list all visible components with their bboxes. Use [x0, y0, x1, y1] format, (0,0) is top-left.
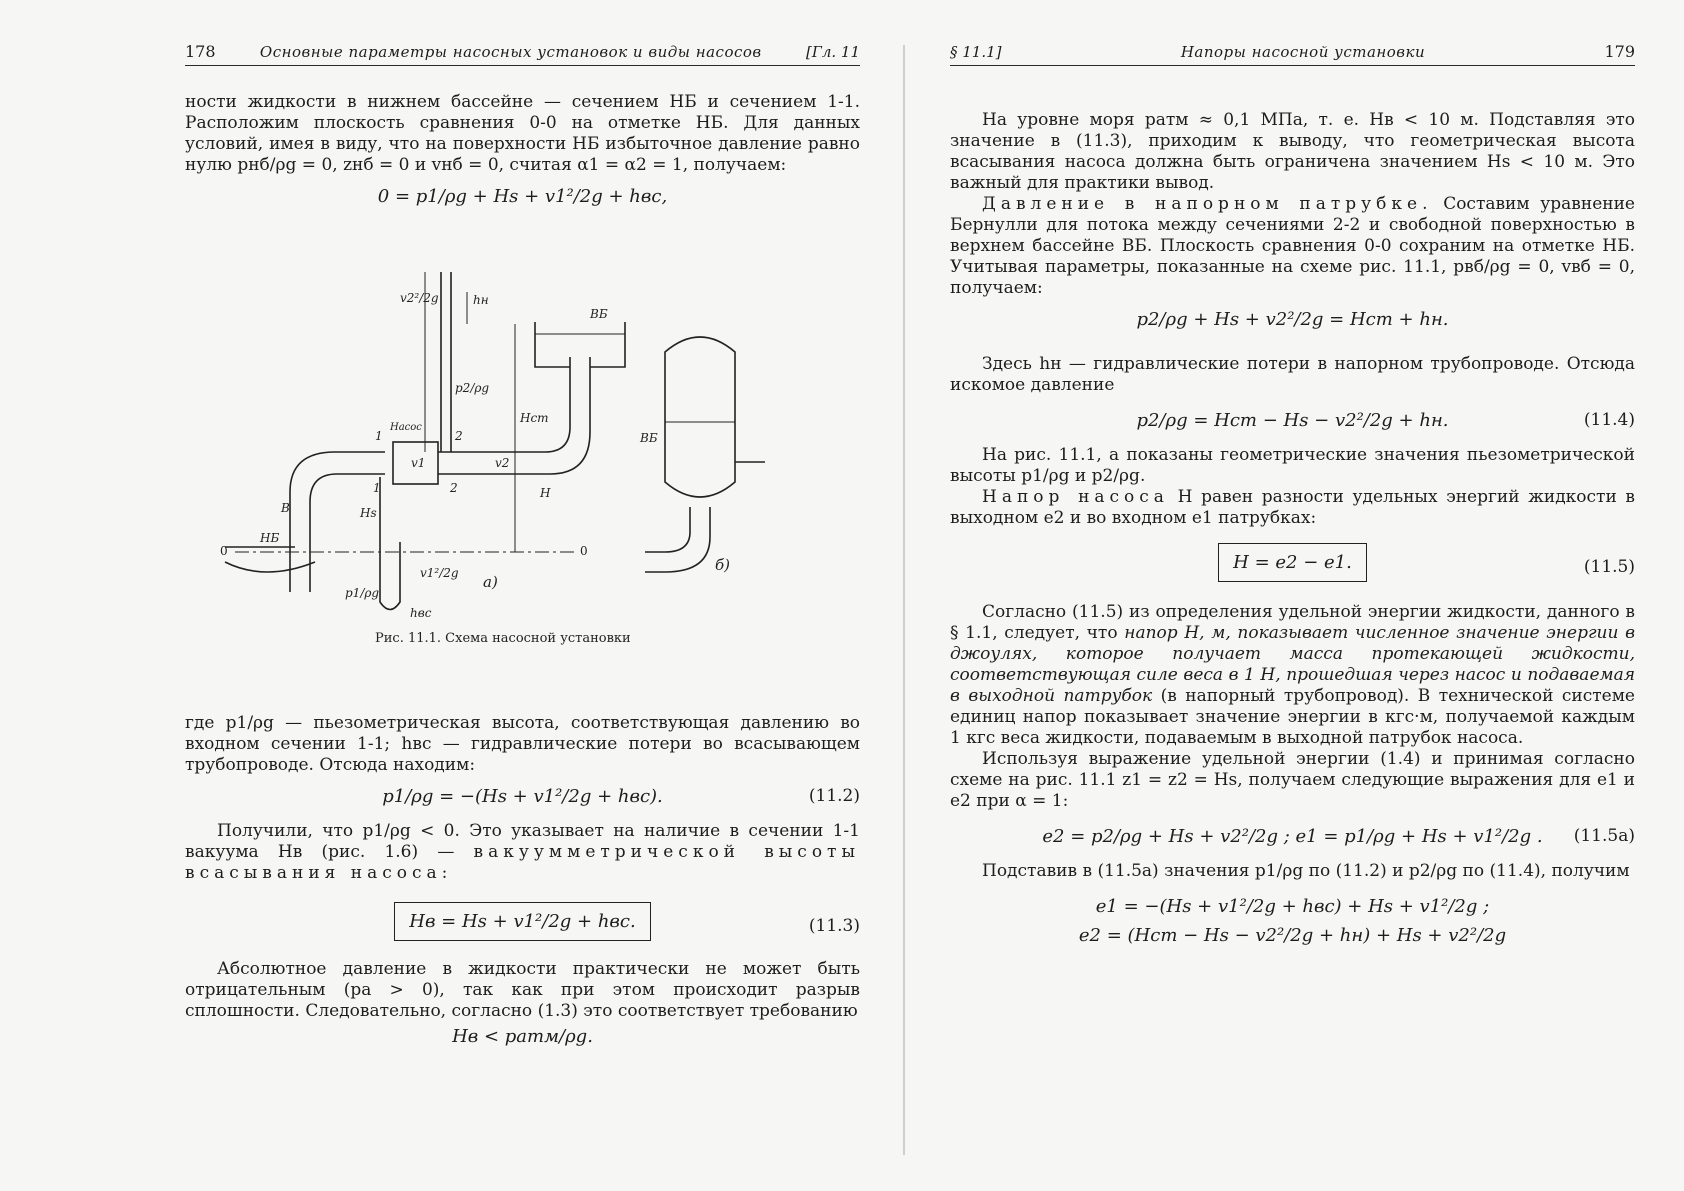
fig-label-b-sub: б) [715, 556, 731, 574]
equation-11-2 [185, 786, 860, 807]
running-title-right: Напоры насосной установки [1180, 43, 1426, 61]
fig-label-2-bottom: 2 [450, 481, 458, 495]
pump-scheme-figure [185, 262, 860, 654]
page-number-right: 179 [1604, 42, 1635, 61]
fig-label-vb: ВБ [590, 307, 608, 321]
right-para-2-text: Составим уравнение Бернулли для потока между сечениями 2-2 и свободной поверхностью в верхнем бассейне ВБ. Плоскость сравнения 0-0 сохраним на отметке НБ. Учитывая параметры, показанные на схеме рис. 11.1, pвб/ρg = 0, vвб = 0, получаем: [950, 194, 1635, 298]
equation-11-4-number: (11.4) [1583, 410, 1635, 430]
left-para-3-spaced: вакуумметрической высоты всасывания насоса: [185, 842, 860, 883]
right-para-7: Используя выражение удельной энергии (1.4) и принимая согласно схеме на рис. 11.1 z1 = z2 = Hs, получаем следующие выражения для e1 и e2 при α = 1: [950, 749, 1635, 811]
fig-label-2-top: 2 [455, 429, 463, 443]
right-para-1: На уровне моря pатм ≈ 0,1 МПа, т. е. Hв < 10 м. Подставляя это значение в (11.3), приходим к выводу, что геометрическая высота всасывания насоса должна быть ограничена значением Hs < 10 м. Это важный для практики вывод. [950, 110, 1635, 193]
right-page [905, 0, 1684, 1191]
chapter-label: [Гл. 11 [806, 43, 860, 61]
right-para-2-spaced: Давление в напорном патрубке. [982, 194, 1433, 214]
right-para-5-text: H равен разности удельных энергий жидкости в выходном e2 и во входном e1 патрубках: [950, 487, 1636, 528]
figure-caption: Рис. 11.1. Схема насосной установки [375, 631, 631, 646]
left-para-1: ности жидкости в нижнем бассейне — сечением НБ и сечением 1-1. Расположим плоскость сравнения 0-0 на отметке НБ. Для данных условий, имея в виду, что на поверхности НБ избыточное давление равно нулю pнб/ρg = 0, zнб = 0 и vнб = 0, считая α1 = α2 = 1, получаем: [185, 92, 860, 175]
running-title-left: Основные параметры насосных установок и виды насосов [259, 43, 762, 61]
equation-11-5a-body: e2 = p2/ρg + Hs + v2²/2g ; e1 = p1/ρg + Hs + v1²/2g . [1042, 826, 1543, 847]
left-para-3-text: Получили, что p1/ρg < 0. Это указывает на наличие в сечении 1-1 вакуума Hв (рис. 1.6) — [185, 821, 860, 862]
fig-label-hs: Hs [360, 506, 377, 520]
equation-11-5a-number: (11.5а) [1573, 826, 1635, 846]
right-para-5 [950, 487, 1635, 529]
left-page-header [185, 42, 860, 66]
right-para-6-italic: напор H, м, показывает численное значение энергии в джоулях, которое получает масса протекающей жидкости, соответствующая силе веса в 1 Н, прошедшая через насос и подаваемая в выходной патрубок [950, 623, 1636, 706]
equation-11-3 [185, 902, 860, 941]
equation-11-5-number: (11.5) [1583, 557, 1635, 577]
right-para-3: Здесь hн — гидравлические потери в напорном трубопроводе. Отсюда искомое давление [950, 354, 1635, 395]
fig-label-p1-rg: p1/ρg [345, 586, 380, 600]
fig-label-pump: Насос [390, 422, 422, 433]
fig-label-n: Н [540, 486, 551, 500]
left-para-2: где p1/ρg — пьезометрическая высота, соответствующая давлению во входном сечении 1-1; hвс — гидравлические потери во всасывающем трубопроводе. Отсюда находим: [185, 713, 860, 775]
left-text-block-1 [185, 92, 860, 217]
equation-11-5-box: H = e2 − e1. [1218, 543, 1367, 582]
fig-label-v2: v2 [495, 456, 510, 470]
fig-label-p2-rg: p2/ρg [455, 381, 490, 395]
fig-label-v1-2g: v1²/2g [420, 566, 459, 580]
right-equation-1: p2/ρg + Hs + v2²/2g = Hст + hн. [1136, 309, 1449, 330]
fig-label-v1: v1 [411, 456, 426, 470]
right-para-6-text-b: (в напорный трубопровод). В технической системе единиц напор показывает значение энергии в кгс·м, получаемой каждым 1 кгс веса жидкости, подаваемым в выходной патрубок насоса. [950, 686, 1635, 748]
fig-label-zero-left: 0 [220, 544, 228, 558]
fig-label-nb: НБ [260, 531, 280, 545]
fig-label-hst: Hст [520, 411, 549, 425]
fig-label-zero-right: 0 [580, 544, 588, 558]
right-para-6 [950, 602, 1635, 749]
fig-label-vb2: ВБ [640, 431, 658, 445]
right-para-8: Подставив в (11.5а) значения p1/ρg по (11.2) и p2/ρg по (11.4), получим [982, 861, 1630, 881]
right-para-2 [950, 194, 1635, 299]
right-text-block [950, 110, 1635, 954]
final-inequality: Hв < pатм/ρg. [452, 1026, 593, 1047]
fig-label-a: а) [483, 573, 498, 591]
equation-11-5a [950, 826, 1635, 847]
page-number-left: 178 [185, 42, 216, 61]
equation-11-2-number: (11.2) [808, 786, 860, 806]
left-text-block-2 [185, 713, 860, 1051]
left-para-4: Абсолютное давление в жидкости практически не может быть отрицательным (pа > 0), так как при этом происходит разрыв сплошности. Следовательно, согласно (1.3) это соответствует требованию [185, 959, 860, 1021]
equation-11-3-box: Hв = Hs + v1²/2g + hвс. [394, 902, 650, 941]
bernoulli-equation: 0 = p1/ρg + Hs + v1²/2g + hвс, [377, 186, 668, 207]
right-para-5-spaced: Напор насоса [982, 487, 1169, 507]
equation-e2: e2 = (Hст − Hs − v2²/2g + hн) + Hs + v2²/2g [1078, 925, 1507, 946]
fig-label-v2-2g: v2²/2g [400, 291, 439, 305]
section-label: § 11.1] [950, 43, 1002, 61]
fig-label-1-top: 1 [375, 429, 383, 443]
fig-label-1-bottom: 1 [373, 481, 381, 495]
right-para-4: На рис. 11.1, а показаны геометрические значения пьезометрической высоты p1/ρg и p2/ρg. [950, 445, 1635, 486]
fig-label-hvs: hвс [410, 606, 432, 620]
left-para-3 [185, 821, 860, 884]
equation-11-2-body: p1/ρg = −(Hs + v1²/2g + hвс). [382, 786, 663, 807]
right-page-header [950, 42, 1635, 66]
right-para-6-text-a: Согласно (11.5) из определения удельной энергии жидкости, данного в § 1.1, следует, что [950, 602, 1635, 643]
equation-11-4-body: p2/ρg = Hст − Hs − v2²/2g + hн. [1136, 410, 1449, 431]
fig-label-hn: hн [473, 293, 489, 307]
equation-11-5 [950, 543, 1635, 582]
equation-11-4 [950, 410, 1635, 431]
equation-11-3-number: (11.3) [808, 916, 860, 936]
equation-e1: e1 = −(Hs + v1²/2g + hвс) + Hs + v1²/2g ; [1095, 896, 1490, 917]
fig-label-b: В [281, 501, 290, 515]
